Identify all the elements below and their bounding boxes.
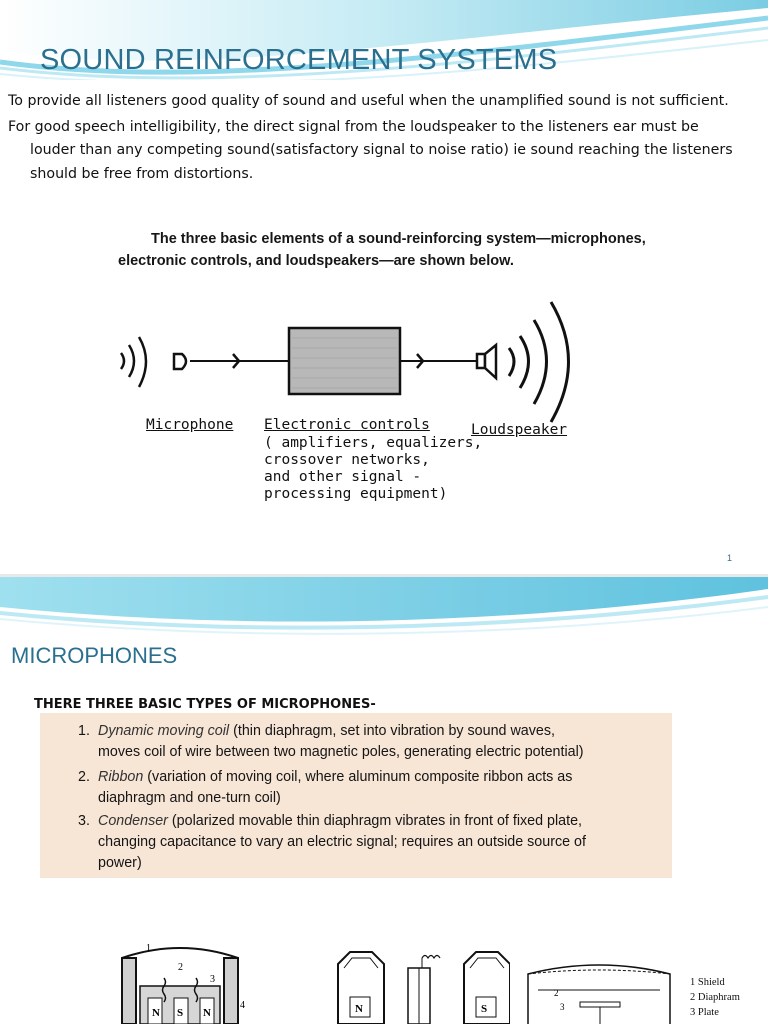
magnet-pole-label: N [203, 1007, 211, 1019]
page-number: 1 [726, 553, 732, 563]
loudspeaker-label: Loudspeaker [471, 422, 568, 438]
header-wave-decoration [0, 577, 768, 641]
diagram-caption-line-1: The three basic elements of a sound-reinforcing system—microphones, [151, 231, 646, 247]
legend-item: 3 Plate [690, 1007, 719, 1018]
magnet-pole-label: S [177, 1007, 184, 1019]
type-description: changing capacitance to vary an electric signal; requires an outside source of [98, 834, 586, 850]
legend-item: 2 Diaphram [690, 992, 740, 1003]
magnet-pole-label: S [481, 1003, 488, 1015]
magnet-pole-label: N [152, 1007, 160, 1019]
condenser-legend [690, 975, 740, 1020]
microphone-type-item [78, 767, 675, 809]
controls-detail-line: processing equipment) [264, 486, 448, 502]
section-subheading: THERE THREE BASIC TYPES OF MICROPHONES- [34, 697, 376, 712]
microphone-label: Microphone [146, 417, 234, 433]
system-diagram [107, 220, 678, 544]
type-name: Ribbon [98, 769, 144, 785]
diagram-label: 2 [554, 988, 559, 998]
type-description: (variation of moving coil, where aluminum composite ribbon acts as [143, 769, 573, 785]
diagram-label: 4 [240, 1000, 245, 1011]
controls-detail-line: ( amplifiers, equalizers, [264, 435, 483, 451]
type-description: (polarized movable thin diaphragm vibrates in front of fixed plate, [167, 813, 582, 829]
electronic-controls-label: Electronic controls [264, 417, 430, 433]
microphone-icon [174, 354, 186, 369]
magnet-pole-label: N [355, 1003, 363, 1015]
ribbon-microphone-diagram [330, 944, 510, 1024]
diagram-label: 1 [146, 943, 151, 954]
microphone-type-item [78, 721, 675, 763]
microphone-type-item [78, 811, 675, 874]
type-name: Dynamic moving coil [98, 723, 230, 739]
dynamic-microphone-diagram [110, 938, 250, 1024]
loudspeaker-icon [477, 345, 496, 378]
type-description: moves coil of wire between two magnetic poles, generating electric potential) [98, 744, 584, 760]
controls-detail-line: and other signal - [264, 469, 422, 485]
slide-title: MICROPHONES [11, 643, 178, 668]
legend-item: 1 Shield [690, 977, 725, 988]
diagram-caption-line-2: electronic controls, and loudspeakers—are shown below. [118, 253, 514, 269]
condenser-microphone-diagram [524, 960, 674, 1024]
bullet-item: To provide all listeners good quality of sound and useful when the unamplified sound is not sufficient. [8, 93, 729, 109]
type-number: 3. [78, 813, 90, 829]
bullet-list [8, 90, 748, 186]
diagram-label: 3 [560, 1002, 565, 1012]
type-number: 1. [78, 723, 90, 739]
controls-detail-line: crossover networks, [264, 452, 430, 468]
diagram-label: 3 [210, 974, 215, 985]
bullet-item: For good speech intelligibility, the direct signal from the loudspeaker to the listeners ear must be louder than any competing sound(satisfactory signal to noise ratio) ie sound reaching the listeners should be free from distortions. [8, 118, 733, 182]
slide-title: SOUND REINFORCEMENT SYSTEMS [40, 44, 558, 76]
microphone-types-box [40, 713, 672, 878]
type-name: Condenser [98, 813, 168, 829]
microphone-sound-waves-icon [121, 337, 146, 387]
type-description: power) [98, 855, 142, 871]
diagram-label: 2 [178, 962, 183, 973]
type-description: diaphragm and one-turn coil) [98, 790, 281, 806]
type-number: 2. [78, 769, 90, 785]
loudspeaker-sound-waves-icon [509, 302, 569, 422]
type-description: (thin diaphragm, set into vibration by sound waves, [229, 723, 555, 739]
